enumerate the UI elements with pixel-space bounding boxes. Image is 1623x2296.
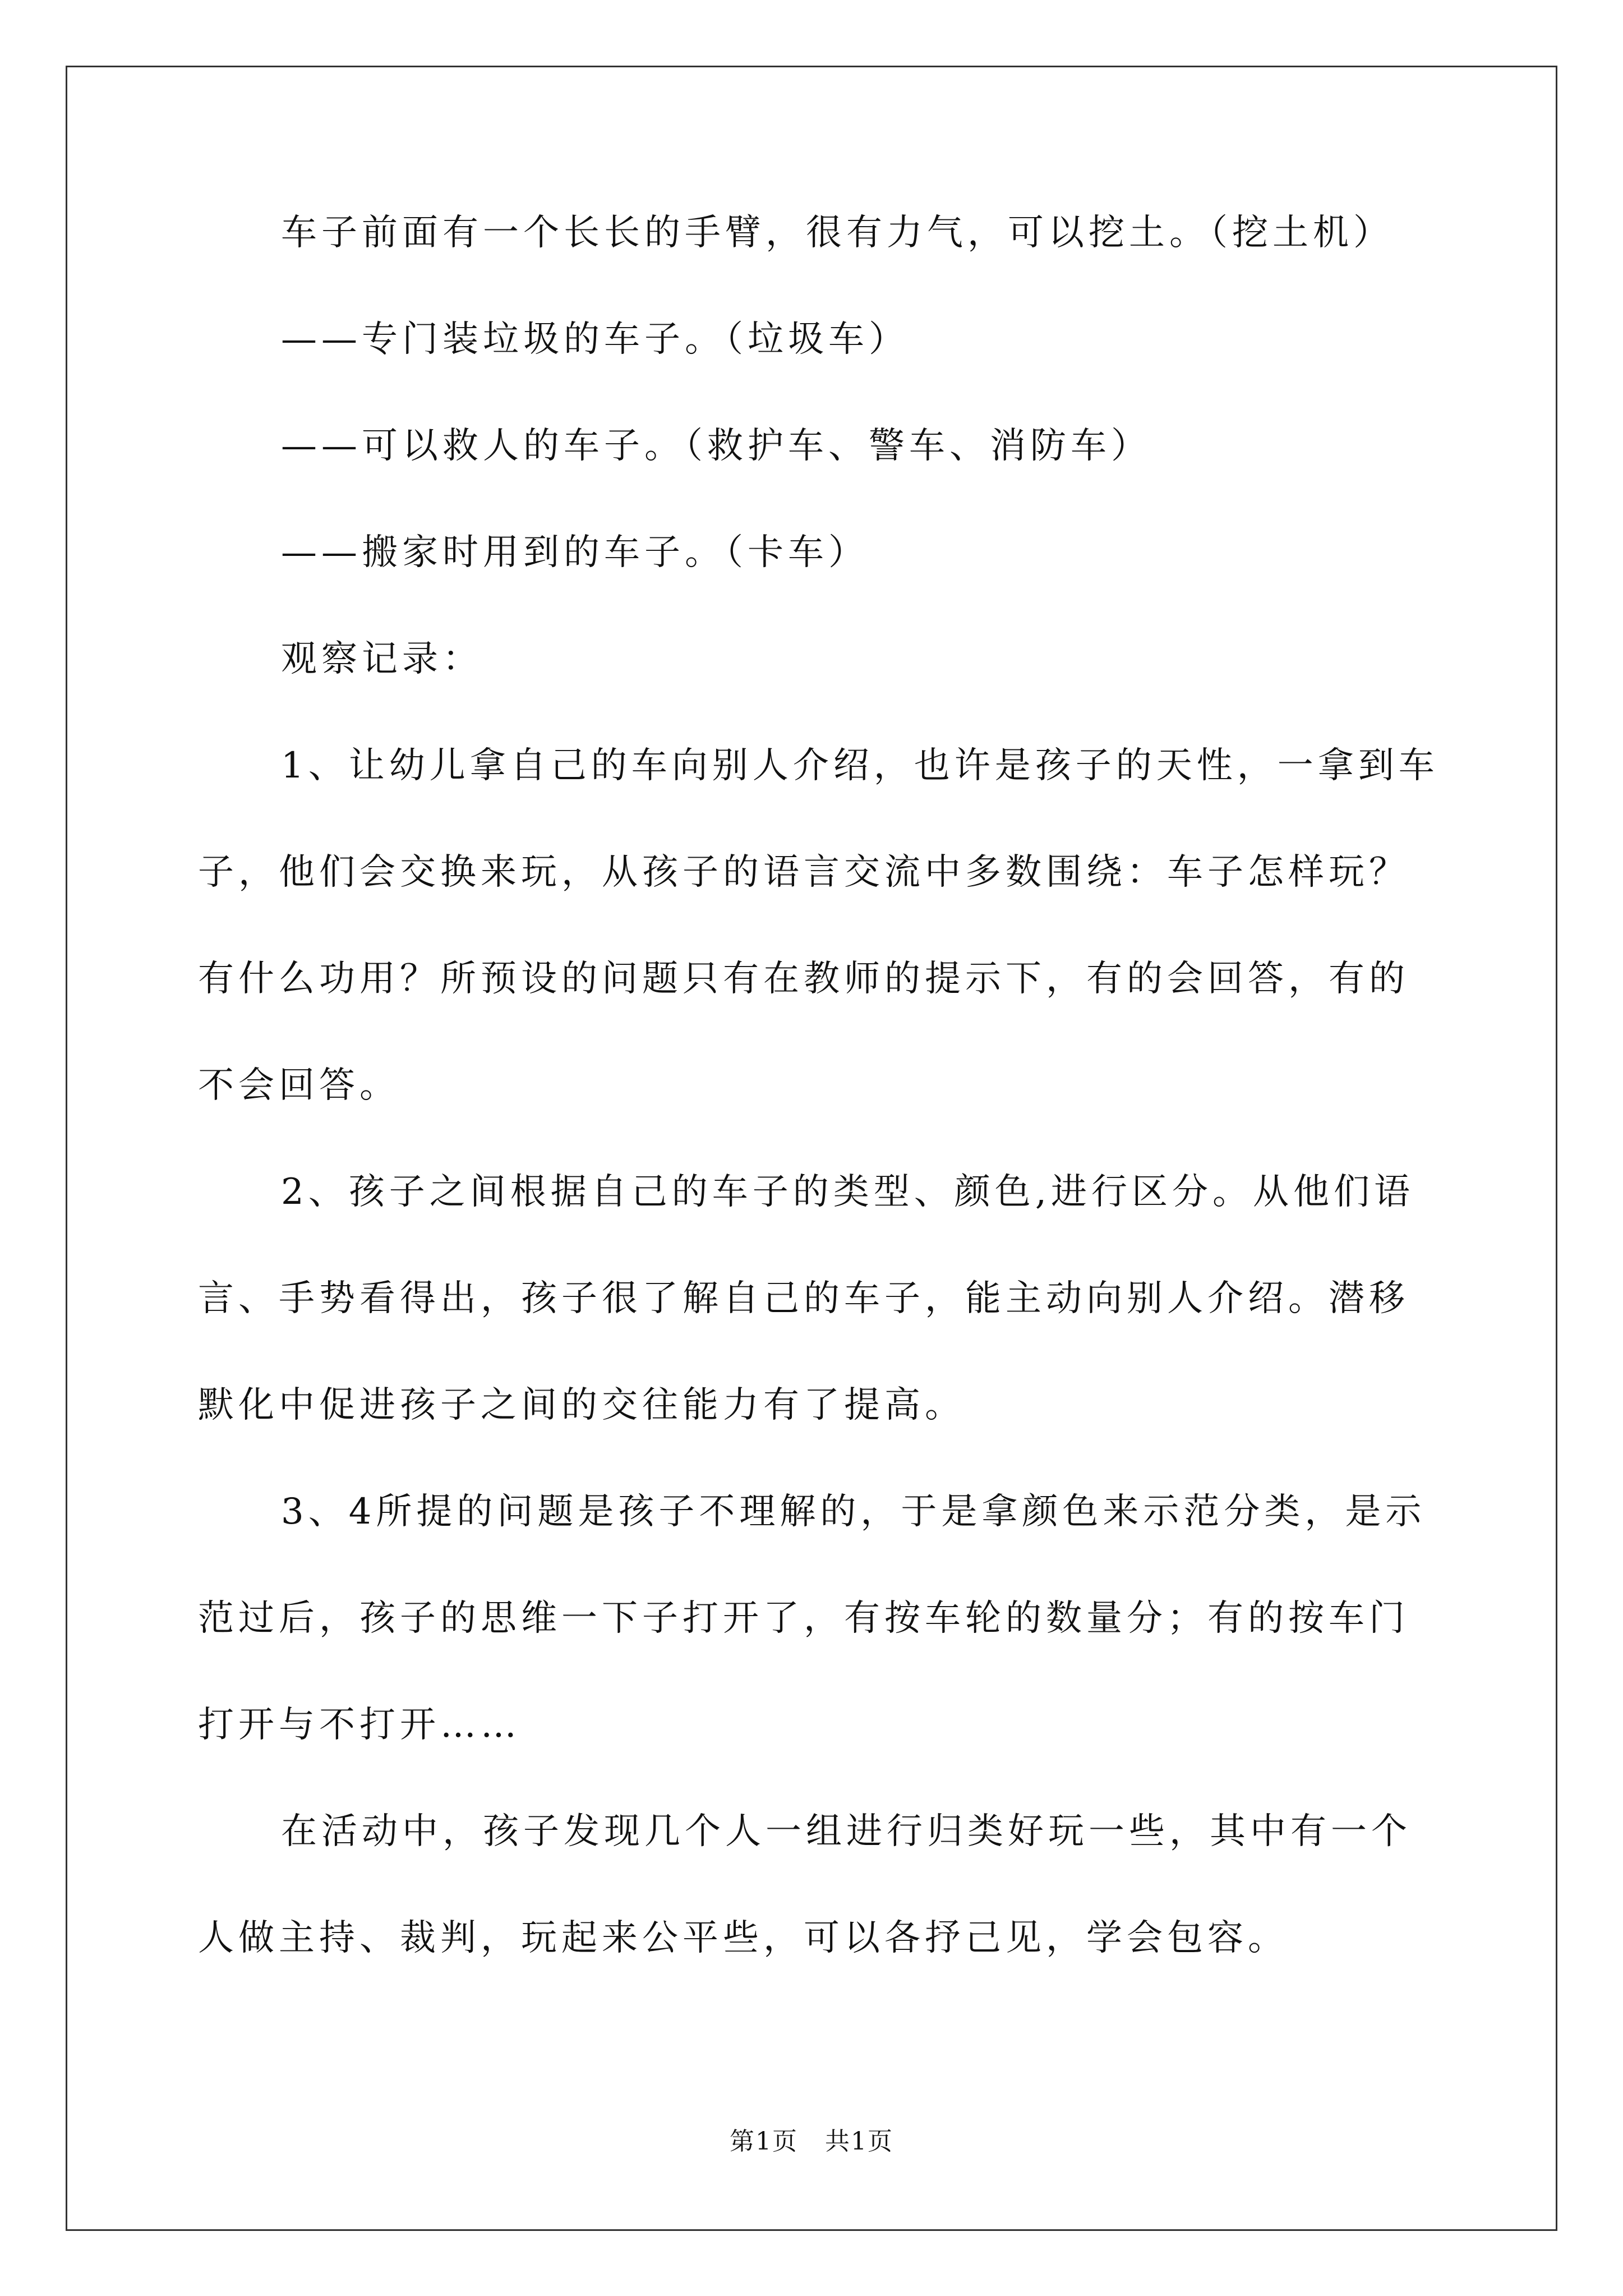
- text-line: 人做主持、裁判，玩起来公平些，可以各抒己见，学会包容。: [198, 1917, 1288, 1959]
- text-line: ——搬家时用到的车子。（卡车）: [281, 532, 869, 573]
- text-line: 车子前面有一个长长的手臂，很有力气，可以挖土。（挖土机）: [281, 212, 1394, 254]
- text-line: 不会回答。: [198, 1065, 400, 1106]
- text-line: 3、4所提的问题是孩子不理解的，于是拿颜色来示范分类，是示: [281, 1491, 1426, 1533]
- text-line: ——可以救人的车子。（救护车、警车、消防车）: [281, 425, 1151, 467]
- section-heading: 观察记录：: [281, 638, 483, 680]
- page-number-footer: 第1页 共1页: [730, 2127, 893, 2156]
- text-line: 子，他们会交换来玩，从孩子的语言交流中多数围绕：车子怎样玩？: [198, 852, 1409, 893]
- text-line: 2、孩子之间根据自己的车子的类型、颜色,进行区分。从他们语: [281, 1171, 1415, 1213]
- text-line: 1、让幼儿拿自己的车向别人介绍，也许是孩子的天性，一拿到车: [281, 745, 1439, 786]
- text-line: 范过后，孩子的思维一下子打开了，有按车轮的数量分；有的按车门: [198, 1598, 1409, 1639]
- page-frame: [66, 66, 1557, 2231]
- text-line: 打开与不打开……: [198, 1704, 521, 1746]
- text-line: 有什么功用？所预设的问题只有在教师的提示下，有的会回答，有的: [198, 958, 1409, 1000]
- text-line: ——专门装垃圾的车子。（垃圾车）: [281, 319, 909, 360]
- text-line: 言、手势看得出，孩子很了解自己的车子，能主动向别人介绍。潜移: [198, 1278, 1409, 1319]
- text-line: 默化中促进孩子之间的交往能力有了提高。: [198, 1384, 965, 1426]
- text-line: 在活动中，孩子发现几个人一组进行归类好玩一些，其中有一个: [281, 1811, 1412, 1852]
